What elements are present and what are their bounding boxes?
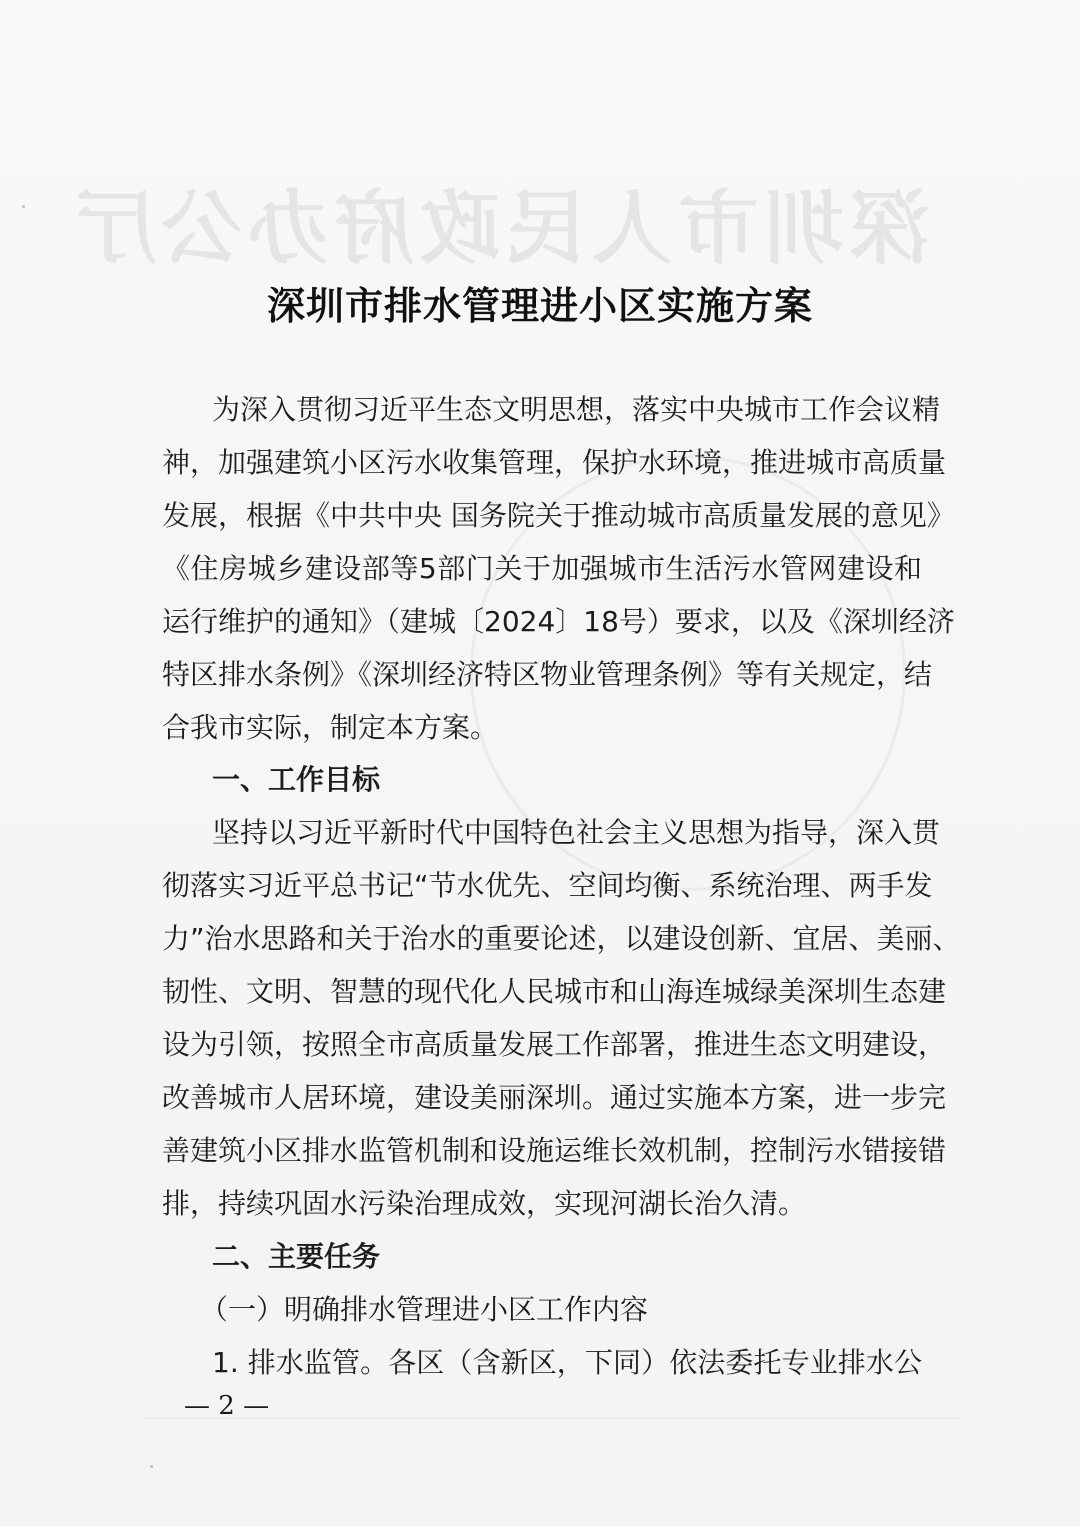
bleed-through-header: 深圳市人民政府办公厅 — [70, 181, 930, 275]
paragraph-line: 运行维护的通知》（建城〔2024〕18号）要求，以及《深圳经济 — [162, 605, 955, 638]
scan-edge — [140, 1418, 960, 1419]
paragraph-line: 韧性、文明、智慧的现代化人民城市和山海连城绿美深圳生态建 — [162, 975, 947, 1008]
paragraph-line: 1. 排水监管。各区（含新区，下同）依法委托专业排水公 — [212, 1346, 922, 1379]
paragraph-line: 力”治水思路和关于治水的重要论述，以建设创新、宜居、美丽、 — [162, 922, 961, 955]
page-number: — 2 — — [184, 1391, 270, 1421]
paragraph-line: 设为引领，按照全市高质量发展工作部署，推进生态文明建设， — [162, 1028, 947, 1061]
paragraph-line: 发展，根据《中共中央 国务院关于推动城市高质量发展的意见》 — [162, 499, 955, 532]
subsection-heading: （一）明确排水管理进小区工作内容 — [200, 1293, 649, 1326]
paragraph-line: 善建筑小区排水监管机制和设施运维长效机制，控制污水错接错 — [162, 1134, 947, 1167]
scan-speck — [150, 1465, 153, 1468]
document-title: 深圳市排水管理进小区实施方案 — [266, 283, 813, 328]
paragraph-line: 合我市实际，制定本方案。 — [162, 711, 499, 744]
paragraph-line: 《住房城乡建设部等5部门关于加强城市生活污水管网建设和 — [162, 552, 922, 585]
section-heading: 一、工作目标 — [212, 763, 381, 796]
paragraph-line: 坚持以习近平新时代中国特色社会主义思想为指导，深入贯 — [212, 816, 941, 849]
paragraph-line: 神，加强建筑小区污水收集管理，保护水环境，推进城市高质量 — [162, 446, 947, 479]
paragraph-line: 排，持续巩固水污染治理成效，实现河湖长治久清。 — [162, 1187, 807, 1220]
paragraph-line: 彻落实习近平总书记“节水优先、空间均衡、系统治理、两手发 — [162, 869, 933, 902]
paragraph-line: 特区排水条例》《深圳经济特区物业管理条例》等有关规定，结 — [162, 658, 933, 691]
paragraph-line: 改善城市人居环境，建设美丽深圳。通过实施本方案，进一步完 — [162, 1081, 947, 1114]
scan-speck — [22, 205, 25, 208]
paragraph-line: 为深入贯彻习近平生态文明思想，落实中央城市工作会议精 — [212, 393, 941, 426]
section-heading: 二、主要任务 — [212, 1240, 381, 1273]
